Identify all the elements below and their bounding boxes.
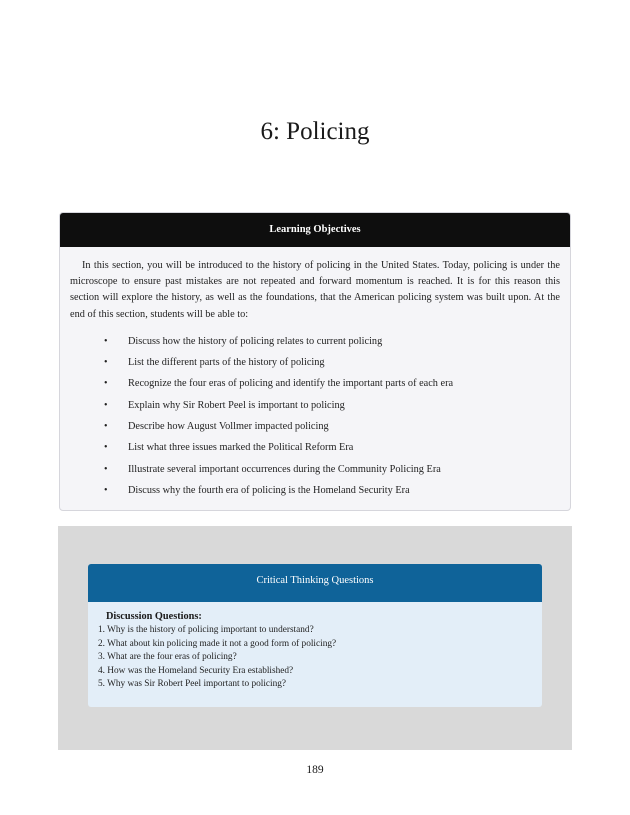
bullet-icon: • [104, 357, 108, 369]
objective-item [60, 352, 570, 373]
objective-text: Explain why Sir Robert Peel is important to policing [128, 399, 345, 411]
objective-text: Discuss how the history of policing relates to current policing [128, 335, 383, 347]
question-item: 3. What are the four eras of policing? [98, 652, 237, 663]
objective-item [60, 416, 570, 437]
learning-objectives-list [60, 331, 570, 501]
discussion-questions-subheading: Discussion Questions: [106, 611, 202, 622]
objective-item [60, 480, 570, 501]
objective-text: Illustrate several important occurrences during the Community Policing Era [128, 463, 441, 475]
question-item: 1. Why is the history of policing important to understand? [98, 625, 314, 635]
bullet-icon: • [104, 421, 108, 432]
critical-thinking-heading: Critical Thinking Questions [88, 564, 542, 602]
objective-text: Describe how August Vollmer impacted policing [128, 421, 329, 432]
objective-item [60, 373, 570, 394]
learning-objectives-intro: In this section, you will be introduced to the history of policing in the United States. Today, policing is under the microscope to ensure past mistakes are not repeated and forward momentum is reached. It is for this reason this section will explore the history, as well as the foundations, that the American policing system was built upon. At the end of this section, students will be able to: [70, 260, 560, 320]
bullet-icon: • [104, 442, 108, 454]
chapter-title: 6: Policing [260, 118, 370, 145]
objective-item [60, 395, 570, 416]
discussion-questions-list [88, 624, 542, 692]
critical-thinking-section [58, 526, 572, 750]
bullet-icon: • [104, 463, 108, 475]
objective-text: Discuss why the fourth era of policing is the Homeland Security Era [128, 484, 410, 496]
objective-item [60, 437, 570, 458]
objective-text: Recognize the four eras of policing and identify the important parts of each era [128, 378, 454, 390]
question-item: 5. Why was Sir Robert Peel important to policing? [98, 679, 287, 690]
critical-thinking-box [88, 564, 542, 707]
bullet-icon: • [104, 378, 108, 390]
objective-text: List the different parts of the history of policing [128, 357, 325, 369]
bullet-icon: • [104, 335, 108, 347]
learning-objectives-heading: Learning Objectives [60, 213, 570, 247]
bullet-icon: • [104, 484, 108, 496]
objective-item [60, 331, 570, 352]
question-item: 2. What about kin policing made it not a good form of policing? [98, 638, 337, 649]
objective-text: List what three issues marked the Political Reform Era [128, 442, 354, 454]
learning-objectives-box [59, 212, 571, 511]
question-item: 4. How was the Homeland Security Era established? [98, 665, 294, 676]
page-number: 189 [306, 764, 324, 776]
bullet-icon: • [104, 399, 108, 411]
objective-item [60, 459, 570, 480]
